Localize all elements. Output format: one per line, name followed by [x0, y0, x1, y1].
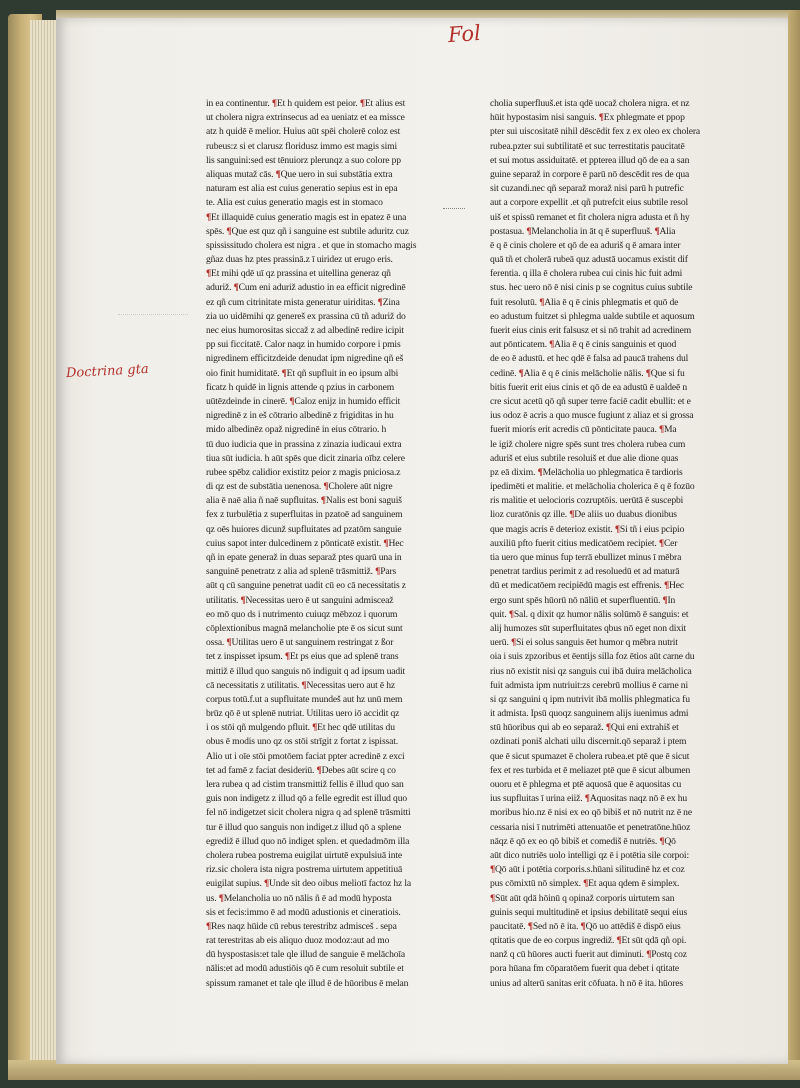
text-line: i os stōi qñ mulgendo pfluit. ¶Et hec qdē utilitas du: [206, 722, 395, 734]
text-line: te. Alia est cuius generatio magis est in stomaco: [206, 197, 383, 209]
text-line: qz oēs huiores dicunž supfluitates ad pzatōm sanguie: [206, 523, 402, 535]
text-line: cedinē. ¶Alia ē q ē cinis melācholie nālis. ¶Que si fu: [490, 367, 685, 379]
text-line: le igiž cholere nigre spēs sunt tres cholera rubea cum: [490, 438, 686, 450]
text-line: aliquas mutaž cās. ¶Que uero in sui substātia extra: [206, 168, 393, 180]
text-line: Alio ut i oīe stōi pmotōem faciat ppter acredinē z exci: [206, 750, 405, 762]
text-line: sis et fecis:immo ē ad modū adustionis et cineratiois.: [206, 906, 401, 918]
text-line: bitis fuerit erit eius cinis et qō de ea adustū ē ualdeē n: [490, 381, 687, 393]
text-line: ouoru et ē phlegma et ptē aquosā que ē aquositas cu: [490, 779, 682, 790]
text-line: alij humozes sūt superfluitates qbus nō eget non dixit: [490, 622, 687, 634]
text-line: cholia superfluuš.et ista qdē uocaž cholera nigra. et nz: [490, 98, 690, 109]
text-line: it admista. Ipsū quoqz sanguinem alijs iuenimus admi: [490, 708, 689, 720]
text-line: riz.sic cholera ista nigra postrema uirtutem appetitiuā: [206, 864, 403, 876]
text-line: cuius sapot inter dulcedinem z pōnticatē existit. ¶Hec: [206, 537, 404, 549]
text-line: rubee spēbz calidior existitz peior z magis pniciosa.z: [206, 466, 401, 478]
text-line: uerū. ¶Si ei solus sanguis ēet humor q mēbra nutrit: [490, 637, 678, 649]
text-line: nigredinē z in eš cōtrario albedinē z frigiditas in hu: [206, 410, 394, 422]
text-line: guinis sequi multitudinē et ipsius debilitatē sequi eius: [490, 906, 688, 918]
text-line: ficatz h quidē in lignis attende q pzius in carbonem: [206, 381, 395, 393]
text-line: ¶Res naqz hūide cū rebus terestribz admisceš . sepa: [206, 920, 397, 932]
text-line: ferentia. q illa ē cholera rubea cui cinis hic fuit admi: [490, 268, 683, 280]
text-line: obus ē modis uno qz os stōi strīgit z fortat z ispissat.: [206, 736, 398, 748]
folio-mark: Fol: [447, 20, 482, 48]
text-line: fuerit eius cinis erit falsusz et si nō trahit ad acredinem: [490, 325, 692, 336]
text-line: oia i suis zpzoribus et ēentijs silla foz ētios aūt carne du: [490, 651, 695, 663]
text-line: nāqz ē qō ex eo qō bibiš et comediš ē nutriēs. ¶Qō: [490, 835, 676, 847]
text-line: cessaria nisi ī nutrimēti attenuatōe et penetratōne.hūoz: [490, 821, 691, 833]
gutter-tick-mark: [443, 208, 465, 212]
text-line: lis sanguini:sed est tēnuiorz plerunqz a suo colore pp: [206, 154, 401, 166]
text-line: rubea.pzter sui subtilitatē et suc terrestitatis paucitatē: [490, 140, 685, 152]
text-line: alia ē naē alia ñ naē supfluitas. ¶Nalis est boni saguiš: [206, 495, 402, 507]
text-line: corpus totū.f.ut a supfluitate mundeš aut hz unū mem: [206, 693, 403, 705]
text-line: hūit hypostasim nisi sanguis. ¶Ex phlegmate et ppop: [490, 112, 685, 124]
text-line: naturam est alia est cuius generatio sepius est in epa: [206, 183, 398, 195]
text-line: ez qñ cum citrinitate mista generatur uiriditas. ¶Zina: [206, 296, 400, 308]
text-line: sit cuzandi.nec qñ separaž moraž nisi parū h putrefic: [490, 183, 684, 195]
text-line: gñaz duas hz ptes prassinā.z ī uiridez ut erugo eris.: [206, 254, 393, 266]
text-line: spississitudo cholera est nigra . et que in stomacho magis: [206, 239, 417, 251]
text-line: qtitatis que de eo corpus ingrediž. ¶Et sūt qdā qñ opi.: [490, 935, 687, 947]
text-line: rat terestritas ab eis aliquo duoz modoz:aut ad mo: [206, 935, 390, 947]
text-line: cre sicut acetū qō qñ super terre faciē cadit ebullit: et e: [490, 395, 691, 407]
text-line: tet z inspisset ipsum. ¶Et ps eius que ad splenē trans: [206, 651, 399, 663]
text-line: ¶Et illaquidē cuius generatio magis est in epatez ē una: [206, 211, 407, 223]
text-line: cā necessitatis z utilitatis. ¶Necessitas uero aut ē hz: [206, 679, 396, 691]
text-line: in ea continentur. ¶Et h quidem est peior. ¶Et alius est: [206, 98, 406, 109]
text-line: ozdinati poniš alchati uilu discernit.qō separaž i ptem: [490, 736, 687, 748]
text-line: fex z turbulētia z superfluitas in pzatoē ad sanguinem: [206, 509, 403, 521]
text-line: unius ad alterū sanitas erit cōfuata. h nō ē ita. hūores: [490, 977, 684, 989]
text-line: utilitatis. ¶Necessitas uero ē ut sanguini admisceaž: [206, 594, 394, 606]
text-line: guine separaž in corpore ē parū nō descēdit res de qua: [490, 168, 690, 180]
text-line: euigilat supius. ¶Unde sit deo oibus meliotī factoz hz la: [206, 878, 411, 890]
margin-note: Doctrina gta: [65, 361, 150, 382]
text-line: ris malitie et uelocioris cozruptōis. uerūtā ē suscepbi: [490, 495, 684, 507]
text-line: tiua sūt iudicia. h aūt spēs que dicit zinaria oībz celere: [206, 452, 405, 464]
text-line: atz h quidē ē melior. Huius aūt spēi cholerē coloz est: [206, 126, 401, 138]
text-line: nec eius humorositas siccaž z ad albedinē redire icipit: [206, 325, 404, 336]
text-line: nālis:et ad modū adustiōis qō ē cum resoluit subtile et: [206, 963, 404, 975]
text-line: ius supfluitas ī urina eiiž. ¶Aquositas naqz nō ē ex hu: [490, 793, 688, 805]
text-line: quit. ¶Sal. q dixit qz humor nālis solūmō ē sanguis: et: [490, 608, 689, 620]
text-line: postasua. ¶Melancholia in āt q ē superfluuš. ¶Alia: [490, 225, 676, 237]
text-line: fex et res turbida et ē meliazet ptē que ē sicut albumen: [490, 764, 691, 776]
text-line: zia uo uidēmihi qz genereš ex prassina cū tñ aduriž do: [206, 310, 406, 322]
text-line: pz eā dixim. ¶Melācholia uo phlegmatica ē tardioris: [490, 466, 683, 478]
text-line: ē q ē cinis cholere et qō de ea aduriš q ē amara inter: [490, 239, 681, 251]
binding-right-board: [786, 10, 800, 1080]
text-column-left: [206, 97, 440, 991]
text-line: stū hūoribus qui ab eo separaž. ¶Qui eni extrahiš et: [490, 722, 679, 734]
text-line: eo mō quo ds i nutrimento cuiuqz mēbzoz i quorum: [206, 608, 398, 620]
text-line: dū hyspostasis:et tale qle illud de sanguie ē melāchoīa: [206, 949, 406, 961]
text-line: ut cholera nigra extrinsecus ad ea ueniatz et ea missce: [206, 112, 405, 124]
text-line: us. ¶Melancholia uo nō nālis ñ ē ad modū hyposta: [206, 892, 392, 904]
text-line: uiš et spissū remanet et fit cholera nigra adusta et ñ hy: [490, 211, 690, 223]
faint-marginal-scribble: [118, 300, 188, 315]
text-line: quā tñ et cholerā rubeā quz adustā uocamus existit dif: [490, 254, 688, 266]
text-line: stus. hec uero nō ē nisi cinis p se cognitus cuius subtile: [490, 282, 693, 294]
text-line: pora hūana fm cōparatōem fuerit qua debet i qtitate: [490, 963, 679, 975]
text-line: ergo sunt spēs hūorū nō nāliū et superfluentiū. ¶In: [490, 594, 676, 606]
text-line: ossa. ¶Utilitas uero ē ut sanguinem restringat z ßor: [206, 637, 394, 649]
text-line: lioz curatōnis qz ille. ¶De aliis uo duabus dionibus: [490, 509, 677, 521]
text-line: pp sui ficcitatē. Calor naqz in humido corpore i pmis: [206, 339, 401, 351]
text-line: de eo ē adustū. et hec qdē ē falsa ad paucā trahens dul: [490, 353, 689, 365]
text-line: pter sui uiscositatē nihil dēscēdit fex z ex oleo ex cholera: [490, 126, 700, 138]
text-line: rubeus:z si et clarusz floridusz immo est magis simi: [206, 140, 397, 152]
text-line: oio finit humiditatē. ¶Et qñ supfluit in eo ipsum albi: [206, 367, 399, 379]
text-line: fuit admista ipm nutriuit:zs cerebrū mollius ē carne ni: [490, 679, 688, 691]
text-line: tur ē illud quo sanguis non indiget.z illud qō a splene: [206, 821, 402, 833]
text-line: fuit resolutū. ¶Alia ē q ē cinis phlegmatis et quō de: [490, 296, 679, 308]
text-line: ipedimēti et malitie. et melācholia cholerica ē q ē fozūo: [490, 481, 695, 493]
text-line: mido albedinēz opaž nigredinē in eius cōtrario. h: [206, 424, 387, 436]
text-line: ¶Sūt aūt qdā hōinū q opinaž corporis uirtutem san: [490, 892, 675, 904]
text-line: auxiliū pfto fuerit citius medicatōem recipiet. ¶Cer: [490, 537, 678, 549]
text-line: pus cōmixtū nō simplex. ¶Et aqua qdem ē simplex.: [490, 878, 680, 890]
text-line: fel nō indigetzet sicit cholera nigra q ad splenē trāsmitti: [206, 807, 411, 819]
text-line: ¶Qō aūt i potētia corporis.s.hūani silitudinē hz et coz: [490, 864, 685, 876]
text-line: lera rubea q ad cistim transmittiž fellis ē illud quo san: [206, 779, 404, 790]
text-line: nanž q cū hūores aucti fuerit aut diminuti. ¶Postq coz: [490, 949, 687, 961]
text-line: tet ad famē z faciat desideriū. ¶Debes aūt scire q co: [206, 764, 396, 776]
text-line: aut a corpore expellit .et qñ putrefcit eius subtile resol: [490, 197, 689, 209]
text-line: egrediž ē illud quo nō indiget splen. et quedadmōm illa: [206, 835, 410, 847]
text-line: eo adustum fuitzet si phlegma ualde subtile et aquosum: [490, 310, 695, 322]
text-line: aut pōnticatem. ¶Alia ē q ē cinis sanguinis et quod: [490, 339, 677, 351]
text-line: guis non indigetz z illud qō a felle egredit est illud quo: [206, 793, 407, 805]
text-line: rius nō existit nisi qz sanguis cui ibā duira melācholica: [490, 665, 692, 677]
text-line: ¶Et mihi qdē uī qz prassina et uitellina generaz qñ: [206, 268, 391, 280]
text-line: cholera rubea postrema euigilat uirtutē expulsiuā inte: [206, 849, 402, 861]
text-line: que ē sicut spumazet ē cholera rubea.et ptē que ē sicut: [490, 750, 690, 762]
text-line: moribus hio.nz ē nisi ex eo qō bibiš et nō nutrit nz ē ne: [490, 807, 692, 819]
text-line: spissum ramanet et tale qle illud ē de hūoribus ē melan: [206, 977, 409, 989]
text-line: spēs. ¶Que est quz qñ i sanguine est subtile aduritz cuz: [206, 225, 409, 237]
text-line: ius odoz ē acris a quo musce fugiunt z aliaz et si grossa: [490, 410, 694, 422]
text-line: tia uero que minus fup terrā ebullizet minus ī mēbra: [490, 552, 682, 563]
text-line: que magis acris ē deterioz existit. ¶Si tñ i eius pcipio: [490, 523, 685, 535]
text-line: aūt dico nutriēs uolo intelligi qz ē i potētia sile corpoi:: [490, 849, 689, 861]
text-line: aduriš et eius subtile resoluiš et due alie dione quas: [490, 452, 679, 464]
text-line: uūtēzdeinde in cinerē. ¶Caloz enijz in humido efficit: [206, 395, 401, 407]
text-line: cōplextionibus magnā melancholie pte ē os sicut sunt: [206, 622, 403, 634]
text-line: penetrat tardius perimit z ad resoluedū et ad maturā: [490, 566, 680, 578]
text-line: si qz sanguini q ipm nutrivit ibā mollis phlegmatica fu: [490, 693, 690, 705]
page-stack-edge: [30, 20, 56, 1070]
text-line: paucitatē. ¶Sed nō ē ita. ¶Qō uo attēdiš ē dispō eius: [490, 920, 681, 932]
text-line: dū et medicatōem recipiēdū magis est effrenis. ¶Hec: [490, 580, 684, 592]
text-column-right: [490, 97, 724, 991]
text-line: aduriž. ¶Cum eni aduriž adustio in ea efficit nigredinē: [206, 282, 406, 294]
text-line: qñ in epate generaž in duas separaž ptes quarū una in: [206, 552, 402, 563]
text-line: nigredinem efficitzdeide denudat ipm nigredine qñ eš: [206, 353, 404, 365]
text-line: sanguinē penetratz z alia ad splenē trāsmittiž. ¶Pars: [206, 566, 397, 578]
text-line: mittiž ē illud quo sanguis nō indiguit q ad ipsum uadit: [206, 665, 406, 677]
text-line: tū duo iudicia que in prassina z zinazia iudicaui extra: [206, 438, 402, 450]
text-line: fuerit miorís erit acredis cū pōnticitate pauca. ¶Ma: [490, 424, 677, 436]
text-line: di qz est de substātia uenenosa. ¶Cholere aūt nigre: [206, 481, 393, 493]
text-line: aūt q cū sanguine penetrat uadit cū eo cā necessitatis z: [206, 580, 406, 592]
text-line: brūz qō ē ut splenē nutriat. Utilitas uero iō accidit qz: [206, 708, 400, 720]
text-line: et sui motus assiduitatē. et ppterea illud qō de ea a san: [490, 154, 690, 166]
